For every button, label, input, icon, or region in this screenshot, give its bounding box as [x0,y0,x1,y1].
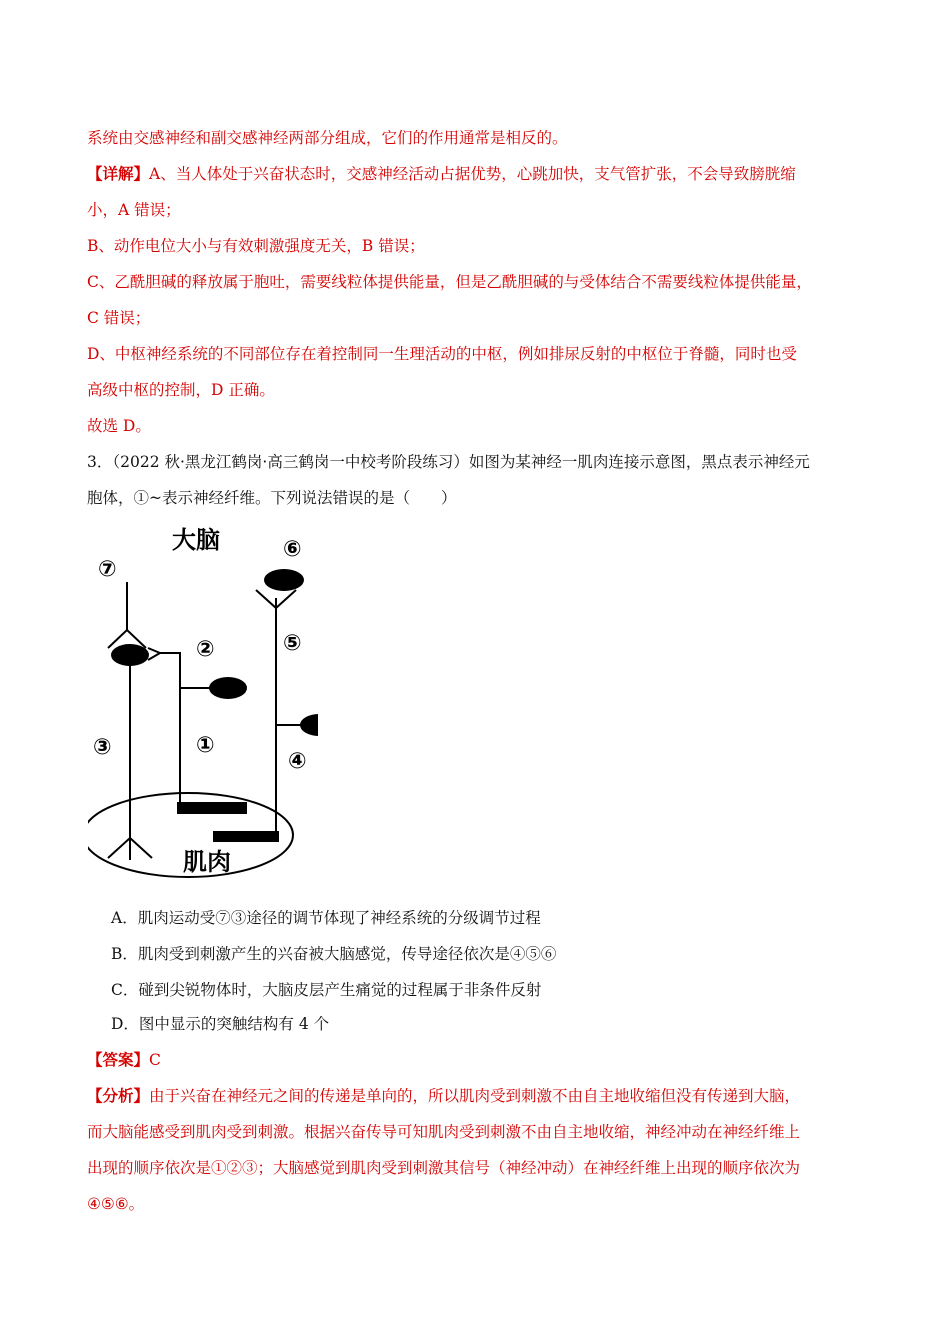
detail-line-c2: C 错误； [87,309,151,327]
muscle-label: 肌肉 [183,848,231,876]
analysis-line-2: 而大脑能感受到肌肉受到刺激。根据兴奋传导可知肌肉受到刺激不由自主地收缩，神经冲动在神经纤维上 [87,1123,801,1141]
label-1: ① [196,733,215,758]
question-line-1: 3．（2022 秋·黑龙江鹤岗·高三鹤岗一中校考阶段练习）如图为某神经一肌肉连接示意图，黑点表示神经元 [87,453,810,471]
option-c: C．碰到尖锐物体时，大脑皮层产生痛觉的过程属于非条件反射 [111,981,542,999]
analysis-line-1 [87,1086,800,1106]
label-6: ⑥ [283,537,302,562]
label-7: ⑦ [98,557,117,582]
label-5: ⑤ [283,631,302,656]
cell-body-4 [300,714,318,736]
label-3: ③ [93,735,112,760]
detail-line-a1 [87,164,796,184]
analysis-line-3: 出现的顺序依次是①②③；大脑感觉到肌肉受到刺激其信号（神经冲动）在神经纤维上出现的顺序依次为 [87,1159,801,1177]
option-b: B．肌肉受到刺激产生的兴奋被大脑感觉，传导途径依次是④⑤⑥ [111,945,557,963]
analysis-tag: 【分析】 [87,1086,150,1105]
end-plate-1 [177,802,247,814]
detail-line-d2: 高级中枢的控制，D 正确。 [87,381,275,399]
detail-line-c1: C、乙酰胆碱的释放属于胞吐，需要线粒体提供能量，但是乙酰胆碱的与受体结合不需要线粒体提供能量， [87,273,812,291]
label-2: ② [196,637,215,662]
detail-text: A、当人体处于兴奋状态时，交感神经活动占据优势，心跳加快，支气管扩张，不会导致膀胱缩 [149,165,796,183]
nerve-muscle-diagram [88,520,318,880]
cell-body-3 [111,644,149,666]
label-4: ④ [288,749,307,774]
question-line-2: 胞体，①~表示神经纤维。下列说法错误的是（ ） [87,489,457,507]
analysis-text: 由于兴奋在神经元之间的传递是单向的，所以肌肉受到刺激不由自主地收缩但没有传递到大脑， [149,1087,801,1105]
option-a: A．肌肉运动受⑦③途径的调节体现了神经系统的分级调节过程 [111,909,541,927]
detail-tag: 【详解】 [87,164,150,183]
answer-value: C [149,1051,161,1069]
analysis-line-4: ④⑤⑥。 [87,1195,145,1213]
detail-line-a2: 小，A 错误； [87,201,181,219]
detail-line-b: B、动作电位大小与有效刺激强度无关，B 错误； [87,237,425,255]
text-line: 系统由交感神经和副交感神经两部分组成，它们的作用通常是相反的。 [87,129,568,147]
choose-line: 故选 D。 [87,417,151,435]
cell-body-1 [209,677,247,699]
answer-tag: 【答案】 [87,1050,150,1069]
answer-line [87,1050,161,1070]
detail-line-d1: D、中枢神经系统的不同部位存在着控制同一生理活动的中枢，例如排尿反射的中枢位于脊髓，同时也受 [87,345,797,363]
option-d: D．图中显示的突触结构有 4 个 [111,1015,330,1033]
cell-body-6 [264,569,304,591]
brain-label: 大脑 [172,526,220,554]
end-plate-2 [213,831,279,842]
